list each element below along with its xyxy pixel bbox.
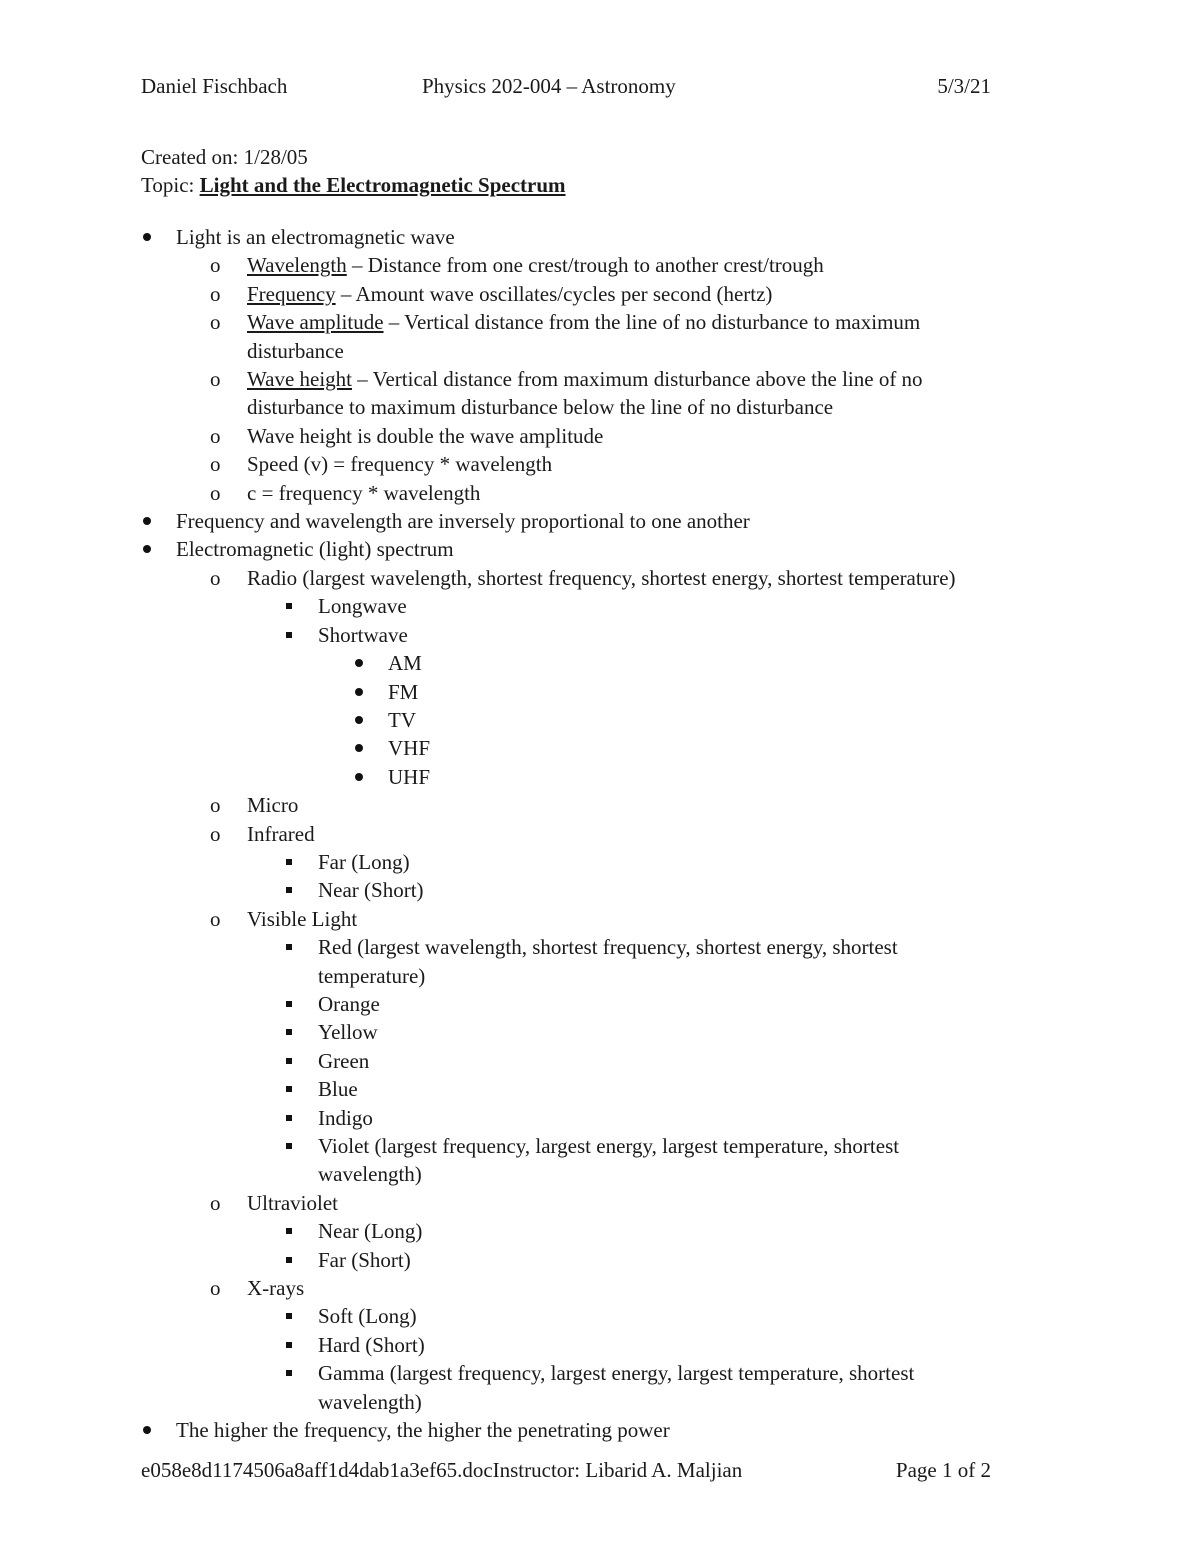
created-value: 1/28/05 — [243, 145, 308, 169]
list-item: Blue — [0, 1075, 1200, 1103]
list-item: Violet (largest frequency, largest energy, largest temperature, shortest — [0, 1132, 1200, 1160]
list-item: o c = frequency * wavelength — [210, 480, 481, 505]
list-item: Near (Short) — [0, 876, 1200, 904]
header-course: Physics 202-004 – Astronomy — [422, 74, 676, 98]
list-item: o X-rays — [210, 1276, 305, 1301]
list-item: Electromagnetic (light) spectrum — [0, 535, 1200, 563]
list-item-continuation: disturbance — [247, 338, 344, 363]
list-item: Shortwave — [0, 621, 1200, 649]
list-item: Gamma (largest frequency, largest energy, largest temperature, shortest — [0, 1359, 1200, 1387]
list-item: Longwave — [0, 592, 1200, 620]
list-item: Yellow — [0, 1018, 1200, 1046]
list-item: The higher the frequency, the higher the penetrating power — [0, 1416, 1200, 1444]
page-header — [141, 72, 991, 100]
topic-label: Topic: — [141, 173, 200, 197]
list-item: UHF — [0, 763, 1200, 791]
list-item-continuation: temperature) — [318, 963, 426, 988]
list-item: FM — [0, 678, 1200, 706]
term-wave-amplitude: Wave amplitude — [247, 310, 384, 335]
list-item: Red (largest wavelength, shortest frequency, shortest energy, shortest — [0, 933, 1200, 961]
list-item-continuation: wavelength) — [318, 1389, 422, 1414]
list-item: Orange — [0, 990, 1200, 1018]
list-item: o Micro — [210, 793, 299, 818]
list-item: Frequency and wavelength are inversely proportional to one another — [0, 507, 1200, 535]
list-item: TV — [0, 706, 1200, 734]
term-frequency: Frequency — [247, 281, 336, 306]
term-wavelength: Wavelength — [247, 253, 347, 278]
header-date: 5/3/21 — [937, 74, 991, 98]
list-item: o Radio (largest wavelength, shortest frequency, shortest energy, shortest temperature) — [210, 565, 956, 590]
list-item: Far (Short) — [0, 1246, 1200, 1274]
list-item: Hard (Short) — [0, 1331, 1200, 1359]
list-item: o Wave height – Vertical distance from maximum disturbance above the line of no — [210, 367, 923, 392]
footer-filename-instructor: e058e8d1174506a8aff1d4dab1a3ef65.docInstructor: Libarid A. Maljian — [141, 1458, 743, 1482]
created-line — [141, 143, 566, 171]
list-item: o Wave amplitude – Vertical distance from the line of no disturbance to maximum — [210, 310, 921, 335]
list-item: o Frequency – Amount wave oscillates/cycles per second (hertz) — [210, 281, 773, 306]
footer-page-number: Page 1 of 2 — [895, 1458, 991, 1482]
page-footer — [141, 1456, 991, 1484]
header-author: Daniel Fischbach — [141, 74, 288, 98]
notes-list — [0, 223, 1200, 1444]
list-item: AM — [0, 649, 1200, 677]
list-item: Soft (Long) — [0, 1302, 1200, 1330]
list-item: o Wave height is double the wave amplitude — [210, 423, 604, 448]
list-item: VHF — [0, 734, 1200, 762]
term-wave-height: Wave height — [247, 367, 353, 392]
list-item: o Ultraviolet — [210, 1190, 338, 1215]
topic-value: Light and the Electromagnetic Spectrum — [199, 173, 566, 197]
list-item: Far (Long) — [0, 848, 1200, 876]
list-item: o Speed (v) = frequency * wavelength — [210, 452, 553, 477]
topic-line — [141, 171, 566, 199]
list-item: Light is an electromagnetic wave — [0, 223, 1200, 251]
list-item: Indigo — [0, 1104, 1200, 1132]
list-item-continuation: wavelength) — [318, 1162, 422, 1187]
list-item: Near (Long) — [0, 1217, 1200, 1245]
list-item: Green — [0, 1047, 1200, 1075]
list-item: o Visible Light — [210, 906, 358, 931]
list-item: o Wavelength – Distance from one crest/trough to another crest/trough — [210, 253, 824, 278]
list-item-continuation: disturbance to maximum disturbance below the line of no disturbance — [247, 395, 834, 420]
created-label: Created on: — [141, 145, 244, 169]
document-meta — [141, 143, 566, 199]
list-item: o Infrared — [210, 821, 315, 846]
